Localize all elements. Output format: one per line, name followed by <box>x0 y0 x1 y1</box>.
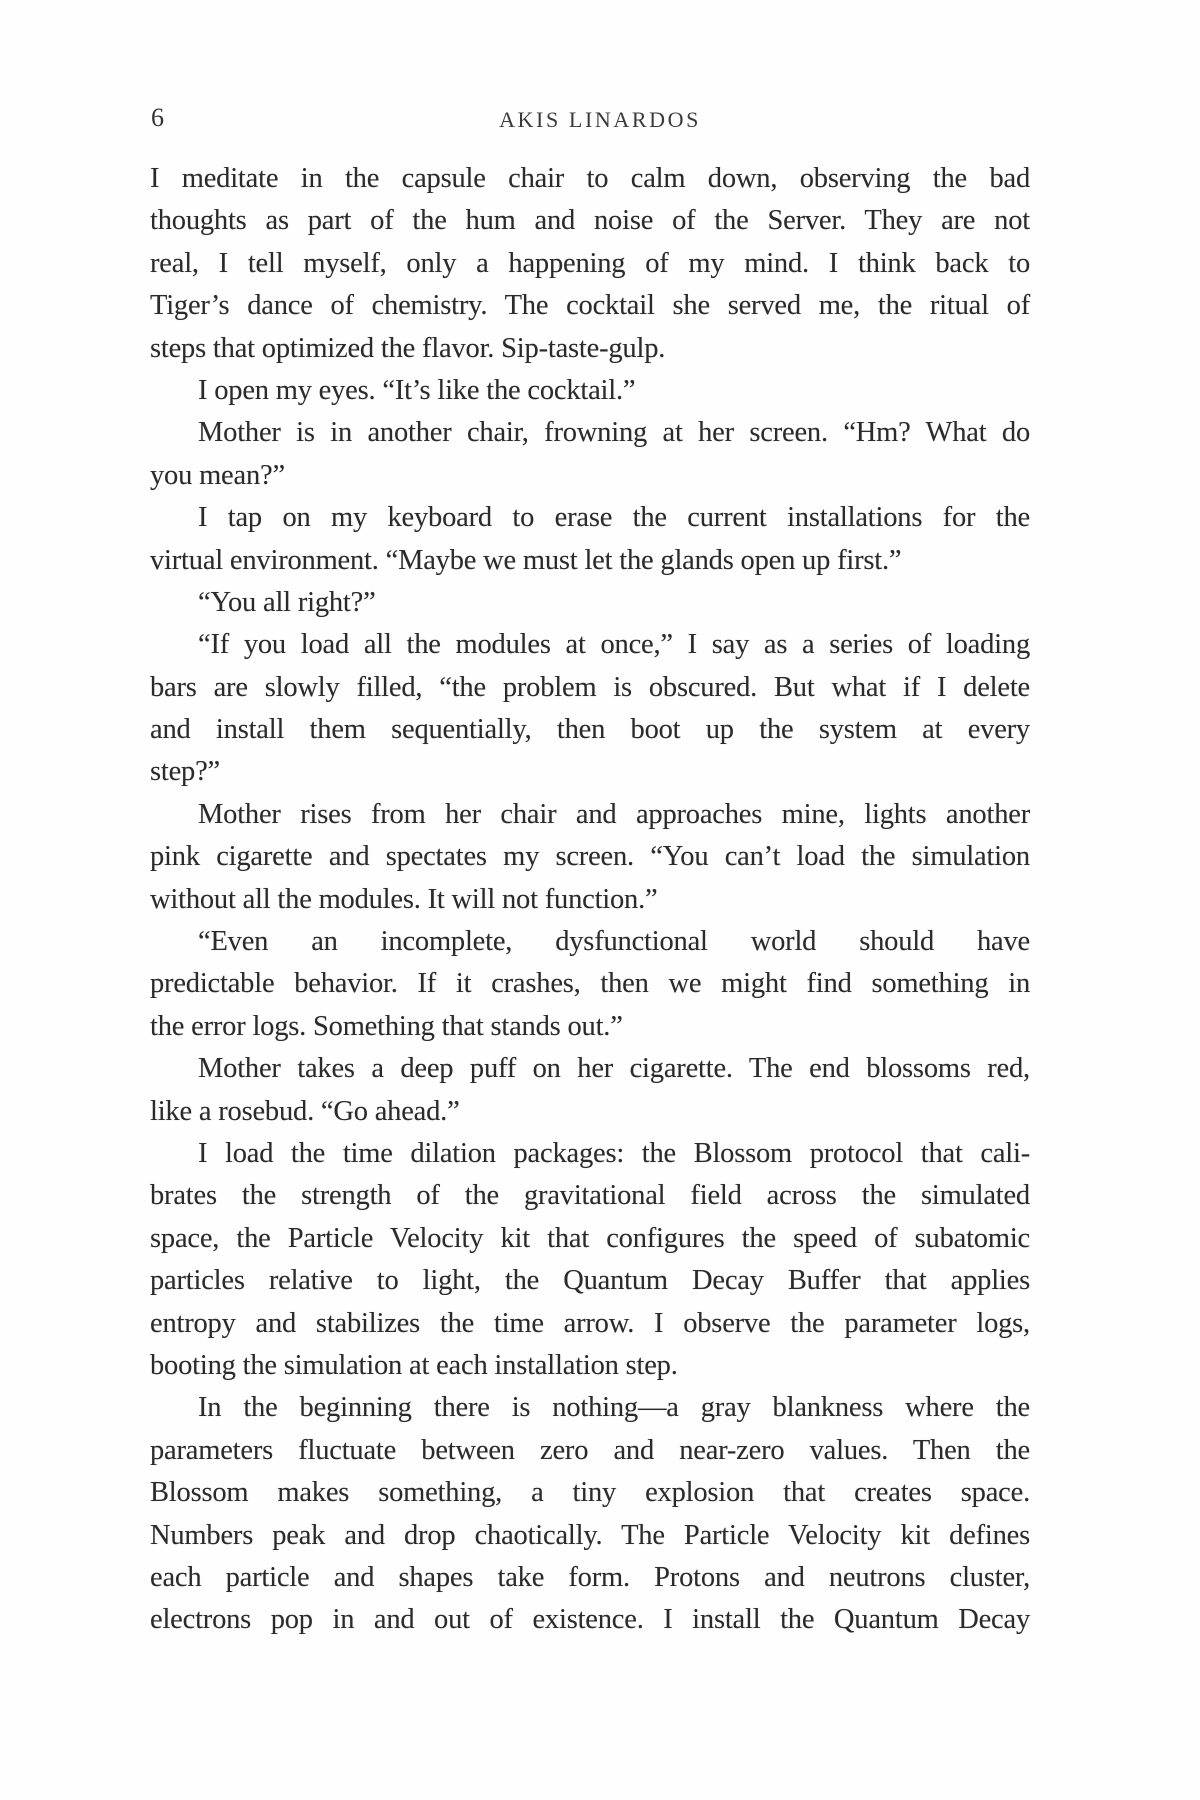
text-line: and install them sequentially, then boot up the system at every <box>150 714 1030 746</box>
text-line: I tap on my keyboard to erase the current installations for the <box>198 502 1030 534</box>
text-line: “If you load all the modules at once,” I say as a series of loading <box>198 629 1030 661</box>
text-line: Mother rises from her chair and approaches mine, lights another <box>198 798 1030 830</box>
text-line: Blossom makes something, a tiny explosion that creates space. <box>150 1477 1030 1509</box>
text-line: I meditate in the capsule chair to calm down, observing the bad <box>150 163 1030 194</box>
text-line: steps that optimized the flavor. Sip-taste-gulp. <box>150 332 666 364</box>
text-line: real, I tell myself, only a happening of my mind. I think back to <box>150 247 1030 279</box>
text-line: particles relative to light, the Quantum Decay Buffer that applies <box>150 1265 1030 1297</box>
text-line: brates the strength of the gravitational field across the simulated <box>150 1180 1030 1212</box>
text-line: electrons pop in and out of existence. I install the Quantum Decay <box>150 1604 1030 1636</box>
text-line: each particle and shapes take form. Protons and neutrons cluster, <box>150 1561 1030 1593</box>
page-number: 6 <box>151 103 164 132</box>
text-line: entropy and stabilizes the time arrow. I observe the parameter logs, <box>150 1307 1030 1339</box>
text-line: the error logs. Something that stands out.” <box>150 1010 623 1042</box>
text-line: virtual environment. “Maybe we must let the glands open up first.” <box>150 544 902 576</box>
text-line: In the beginning there is nothing—a gray blankness where the <box>198 1392 1030 1424</box>
text-line: I open my eyes. “It’s like the cocktail.” <box>198 374 636 406</box>
text-line: Mother takes a deep puff on her cigarette. The end blossoms red, <box>198 1053 1030 1085</box>
text-line: space, the Particle Velocity kit that configures the speed of subatomic <box>150 1222 1030 1254</box>
running-header-author: AKIS LINARDOS <box>499 107 701 132</box>
text-line: Numbers peak and drop chaotically. The Particle Velocity kit defines <box>150 1519 1030 1551</box>
text-line: Mother is in another chair, frowning at her screen. “Hm? What do <box>198 417 1030 449</box>
text-line: bars are slowly filled, “the problem is obscured. But what if I delete <box>150 671 1030 703</box>
text-line: I load the time dilation packages: the Blossom protocol that cali- <box>198 1137 1030 1169</box>
text-line: “You all right?” <box>198 586 376 618</box>
text-line: pink cigarette and spectates my screen. “You can’t load the simulation <box>150 841 1030 873</box>
page-body-text <box>150 158 1030 1642</box>
text-line: predictable behavior. If it crashes, then we might find something in <box>150 968 1030 1000</box>
text-line: step?” <box>150 756 221 788</box>
text-line: thoughts as part of the hum and noise of the Server. They are not <box>150 205 1030 237</box>
text-line: like a rosebud. “Go ahead.” <box>150 1095 460 1127</box>
text-line: parameters fluctuate between zero and near-zero values. Then the <box>150 1434 1030 1466</box>
text-line: “Even an incomplete, dysfunctional world should have <box>198 926 1030 958</box>
text-line: you mean?” <box>150 459 285 491</box>
text-line: Tiger’s dance of chemistry. The cocktail she served me, the ritual of <box>150 290 1030 322</box>
text-line: without all the modules. It will not function.” <box>150 883 658 915</box>
text-line: booting the simulation at each installation step. <box>150 1349 678 1381</box>
